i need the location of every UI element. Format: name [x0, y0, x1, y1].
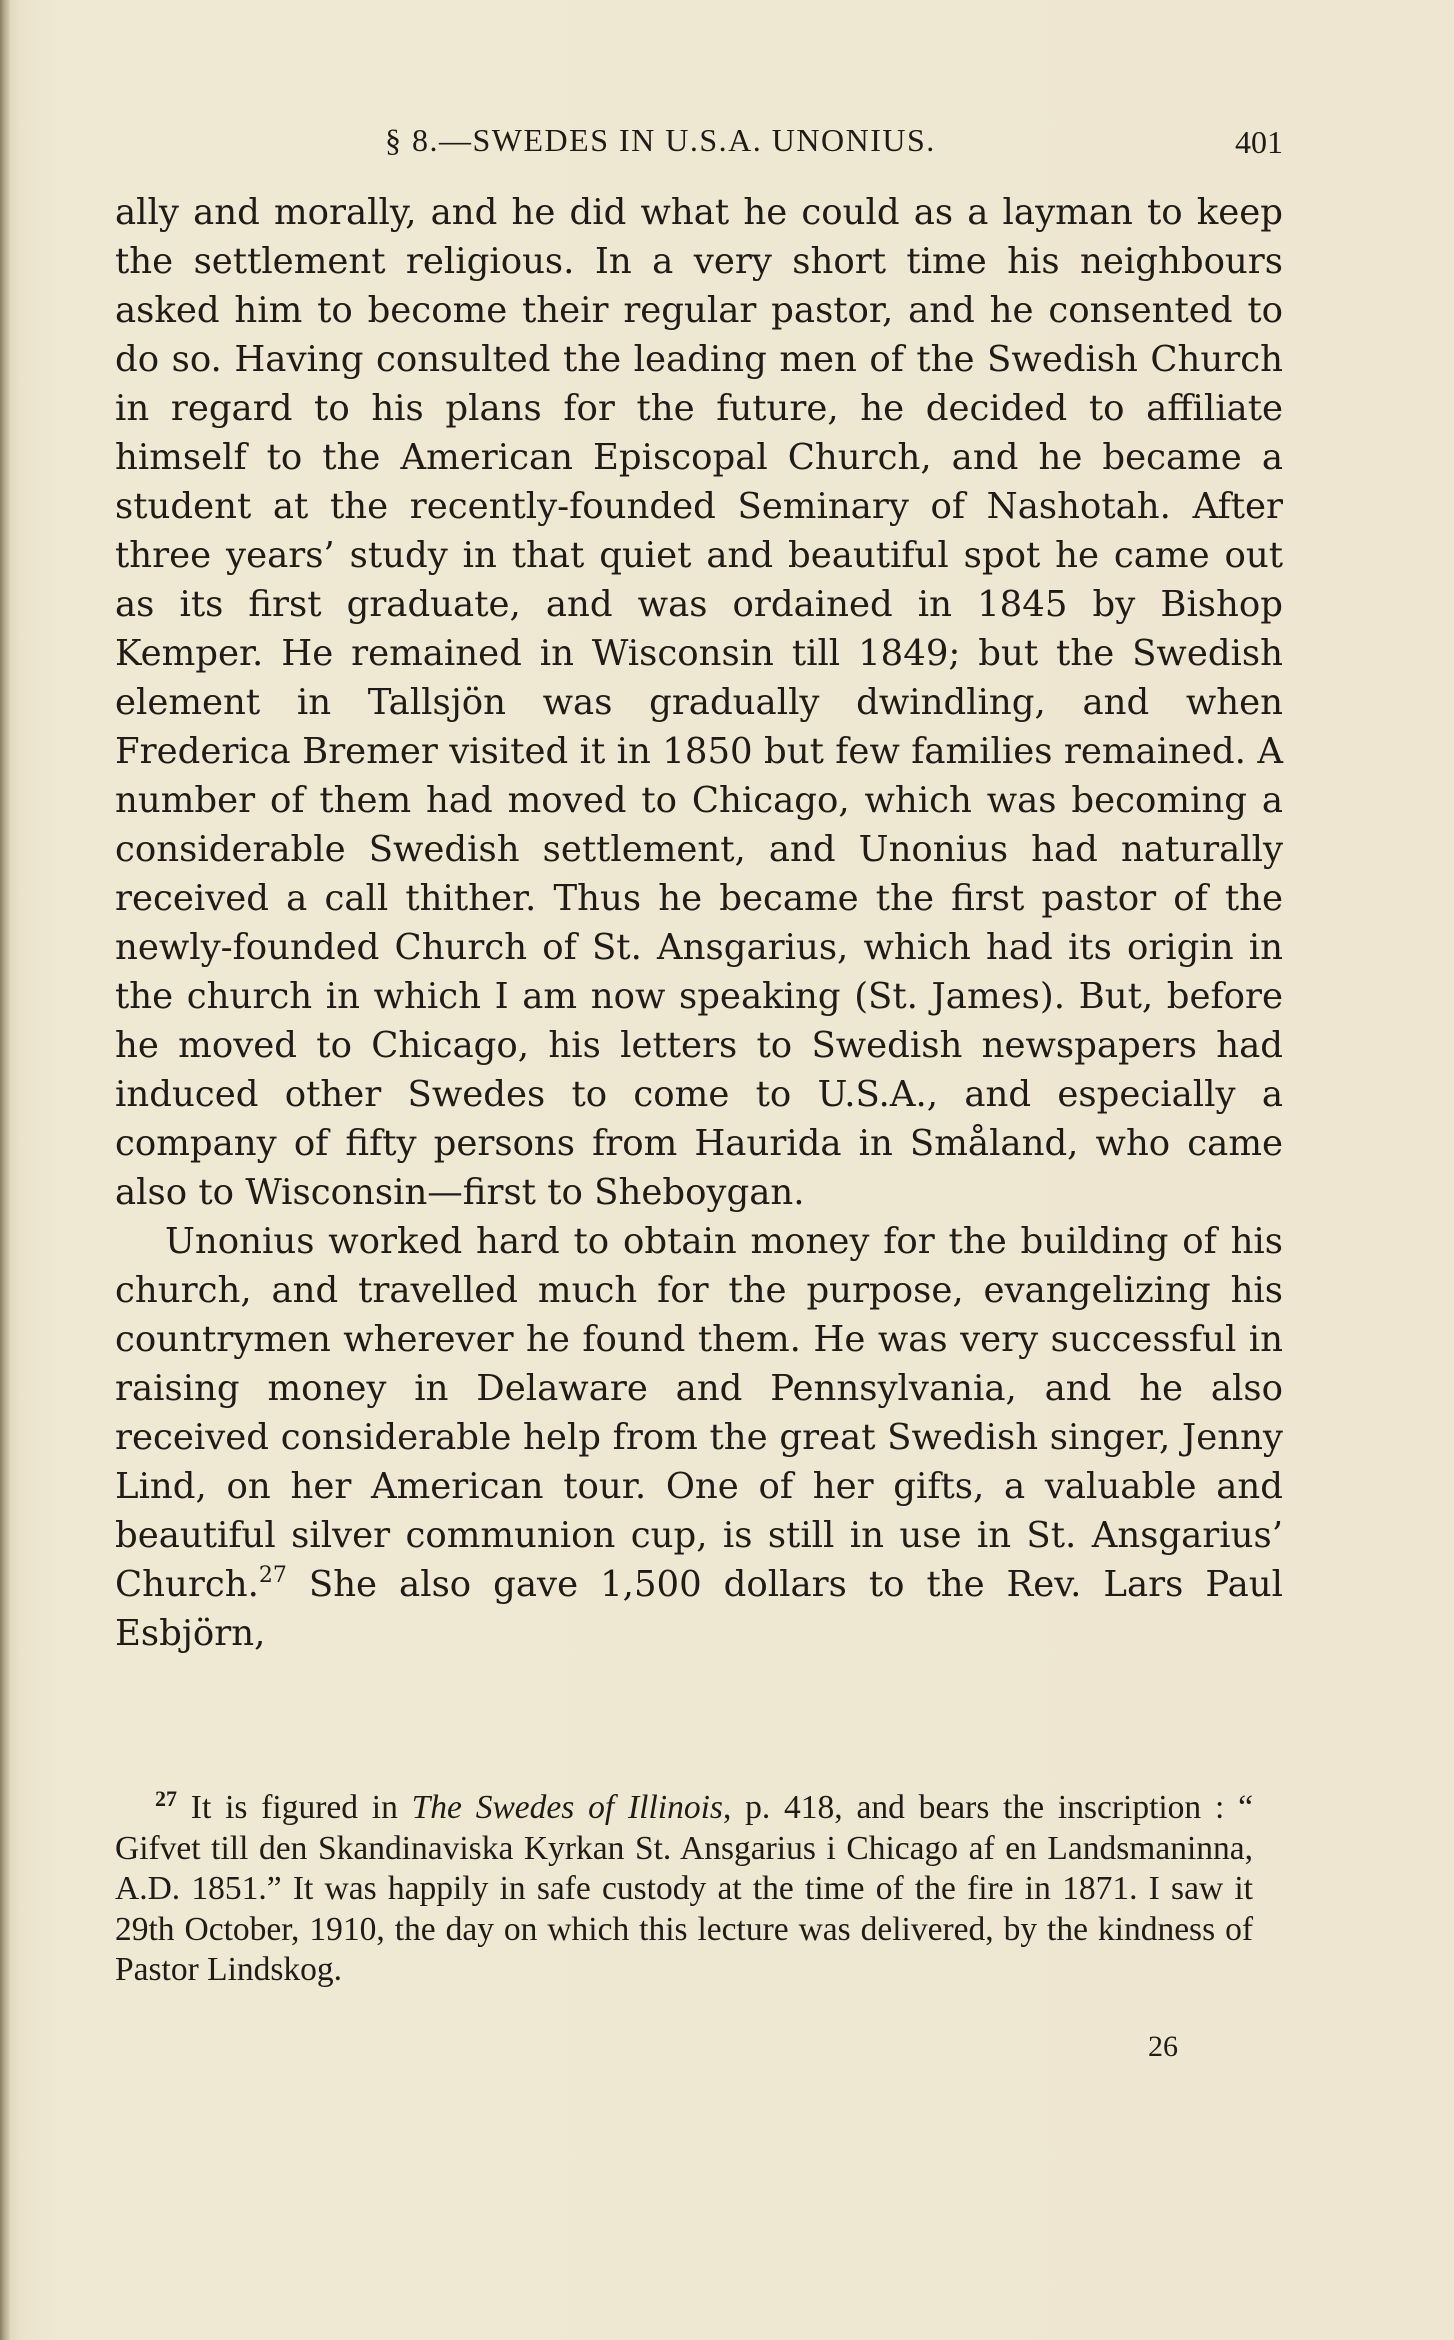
paragraph: ally and morally, and he did what he could as a layman to keep the settlement religious. In a very short time his neighbours asked him to become their regular pastor, and he consented to do so. Having consulted the leading men of the Swedish Church in regard to his plans for the future, he decided to affiliate himself to the American Episcopal Church, and he became a student at the recently-founded Seminary of Nashotah. After three years’ study in that quiet and beautiful spot he came out as its first graduate, and was ordained in 1845 by Bishop Kemper. He remained in Wisconsin till 1849; but the Swedish element in Tallsjön was gradually dwindling, and when Frederica Bremer visited it in 1850 but few families remained. A number of them had moved to Chicago, which was becoming a considerable Swedish settlement, and Unonius had naturally received a call thither. Thus he became the first pastor of the newly-founded Church of St. Ansgarius, which had its origin in the church in which I am now speaking (St. James). But, before he moved to Chicago, his letters to Swedish newspapers had induced other Swedes to come to U.S.A., and especially a company of fifty persons from Haurida in Småland, who came also to Wisconsin—first to Sheboygan.: [115, 192, 1283, 1213]
paragraph: [115, 1217, 1283, 1658]
footnote-segment: 1851.” It was happily in safe custody at the time of the fire in 1871. I saw it 29th October, 1910, the day on which this lecture was delivered, by the kindness of Pastor Lindskog.: [115, 1870, 1253, 1988]
paragraph-text: She also gave 1,500 dollars to the Rev. Lars Paul Esbjörn,: [115, 1564, 1283, 1654]
footnote-segment: , p. 418, and bears the inscription : “ Gifvet till den Skandinaviska Kyrkan St. Ansgarius i Chicago af en Landsmaninna,: [115, 1789, 1253, 1867]
era-abbreviation: A.D.: [115, 1870, 181, 1907]
cited-title: The Swedes of Illinois: [411, 1789, 723, 1826]
page-spine-edge: [0, 0, 10, 2340]
footnote-mark: 27: [155, 1786, 177, 1811]
running-head: § 8.—SWEDES IN U.S.A. UNONIUS.: [385, 122, 936, 158]
footnote: [115, 1788, 1253, 1991]
footnote-reference: 27: [258, 1563, 287, 1588]
page-header: [115, 122, 1283, 172]
footnote-segment: It is figured in: [177, 1789, 412, 1826]
body-text: [115, 188, 1283, 1658]
signature-mark: 26: [1148, 2030, 1178, 2063]
paragraph-text: Unonius worked hard to obtain money for the building of his church, and travelled much for the purpose, evangelizing his countrymen wherever he found them. He was very successful in raising money in Delaware and Pennsylvania, and he also received considerable help from the great Swedish singer, Jenny Lind, on her American tour. One of her gifts, a valuable and beautiful silver communion cup, is still in use in St. Ansgarius’ Church.: [115, 1221, 1283, 1605]
footnote-text: [115, 1788, 1253, 1991]
page-number: 401: [1235, 124, 1283, 160]
